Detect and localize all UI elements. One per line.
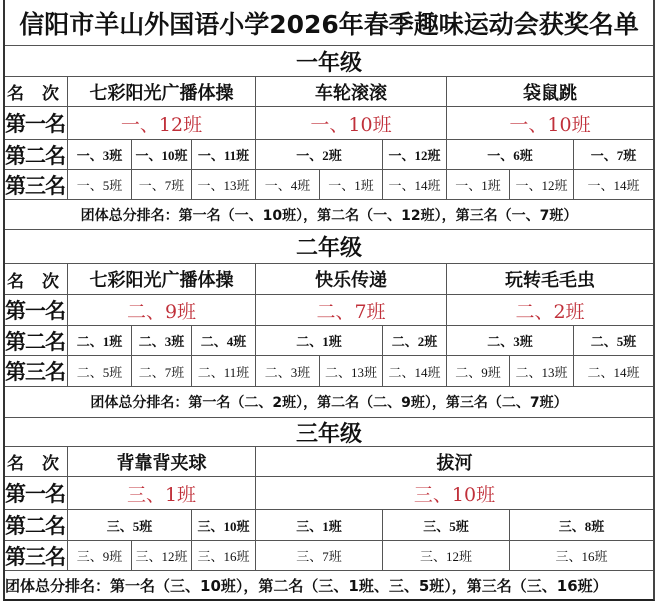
second-place-cell: 三、1班 [256, 510, 383, 541]
page-title: 信阳市羊山外国语小学2026年春季趣味运动会获奖名单 [5, 0, 653, 46]
third-place-cell: 一、14班 [574, 170, 653, 200]
team-ranking: 团体总分排名：第一名（一、10班），第二名（一、12班），第三名（一、7班） [5, 200, 653, 230]
rank-label-third: 第三名 [5, 170, 68, 200]
second-place-cell: 二、5班 [574, 326, 653, 356]
third-place-cell: 二、13班 [320, 356, 383, 387]
rank-label-second: 第二名 [5, 326, 68, 356]
third-place-cell: 一、12班 [510, 170, 574, 200]
third-place-cell: 二、14班 [574, 356, 653, 387]
second-place-cell: 一、12班 [383, 140, 447, 170]
second-place-cell: 三、8班 [510, 510, 653, 541]
third-place-cell: 一、14班 [383, 170, 447, 200]
third-place-cell: 二、3班 [256, 356, 320, 387]
second-place-cell: 一、7班 [574, 140, 653, 170]
second-place-cell: 三、5班 [383, 510, 510, 541]
third-place-cell: 三、16班 [510, 541, 653, 571]
event-header: 车轮滚滚 [256, 77, 447, 107]
third-place-cell: 二、7班 [132, 356, 192, 387]
third-place-cell: 二、5班 [68, 356, 132, 387]
third-place-cell: 三、16班 [192, 541, 256, 571]
third-place-cell: 二、11班 [192, 356, 256, 387]
second-place-cell: 一、2班 [256, 140, 383, 170]
rank-label-second: 第二名 [5, 140, 68, 170]
event-header: 玩转毛毛虫 [447, 264, 653, 295]
rank-label-third: 第三名 [5, 541, 68, 571]
first-place-cell: 二、7班 [256, 295, 447, 326]
first-place-cell: 二、9班 [68, 295, 256, 326]
rank-label-first: 第一名 [5, 107, 68, 140]
third-place-cell: 三、7班 [256, 541, 383, 571]
second-place-cell: 一、3班 [68, 140, 132, 170]
event-header: 背靠背夹球 [68, 447, 256, 477]
rank-column-header: 名 次 [5, 77, 68, 107]
second-place-cell: 二、4班 [192, 326, 256, 356]
first-place-cell: 一、12班 [68, 107, 256, 140]
first-place-cell: 二、2班 [447, 295, 653, 326]
rank-column-header: 名 次 [5, 264, 68, 295]
second-place-cell: 二、3班 [447, 326, 574, 356]
first-place-cell: 三、10班 [256, 477, 653, 510]
second-place-cell: 一、11班 [192, 140, 256, 170]
third-place-cell: 二、9班 [447, 356, 510, 387]
third-place-cell: 三、9班 [68, 541, 132, 571]
second-place-cell: 一、10班 [132, 140, 192, 170]
second-place-cell: 三、10班 [192, 510, 256, 541]
grade-3-header: 三年级 [5, 418, 653, 447]
award-list-table [3, 0, 655, 601]
event-header: 袋鼠跳 [447, 77, 653, 107]
third-place-cell: 一、4班 [256, 170, 320, 200]
third-place-cell: 三、12班 [383, 541, 510, 571]
grade-1-header: 一年级 [5, 46, 653, 77]
event-header: 快乐传递 [256, 264, 447, 295]
first-place-cell: 一、10班 [256, 107, 447, 140]
first-place-cell: 三、1班 [68, 477, 256, 510]
third-place-cell: 一、1班 [320, 170, 383, 200]
third-place-cell: 二、14班 [383, 356, 447, 387]
rank-label-third: 第三名 [5, 356, 68, 387]
team-ranking: 团体总分排名：第一名（二、2班），第二名（二、9班），第三名（二、7班） [5, 387, 653, 418]
second-place-cell: 三、5班 [68, 510, 192, 541]
third-place-cell: 一、1班 [447, 170, 510, 200]
second-place-cell: 二、2班 [383, 326, 447, 356]
third-place-cell: 三、12班 [132, 541, 192, 571]
second-place-cell: 二、3班 [132, 326, 192, 356]
third-place-cell: 一、5班 [68, 170, 132, 200]
second-place-cell: 二、1班 [256, 326, 383, 356]
team-ranking: 团体总分排名：第一名（三、10班），第二名（三、1班、三、5班），第三名（三、16班） [5, 576, 608, 595]
event-header: 拔河 [256, 447, 653, 477]
rank-label-first: 第一名 [5, 295, 68, 326]
third-place-cell: 一、13班 [192, 170, 256, 200]
second-place-cell: 一、6班 [447, 140, 574, 170]
event-header: 七彩阳光广播体操 [68, 264, 256, 295]
rank-column-header: 名 次 [5, 447, 68, 477]
grade-2-header: 二年级 [5, 230, 653, 264]
rank-label-second: 第二名 [5, 510, 68, 541]
event-header: 七彩阳光广播体操 [68, 77, 256, 107]
third-place-cell: 二、13班 [510, 356, 574, 387]
first-place-cell: 一、10班 [447, 107, 653, 140]
second-place-cell: 二、1班 [68, 326, 132, 356]
third-place-cell: 一、7班 [132, 170, 192, 200]
rank-label-first: 第一名 [5, 477, 68, 510]
